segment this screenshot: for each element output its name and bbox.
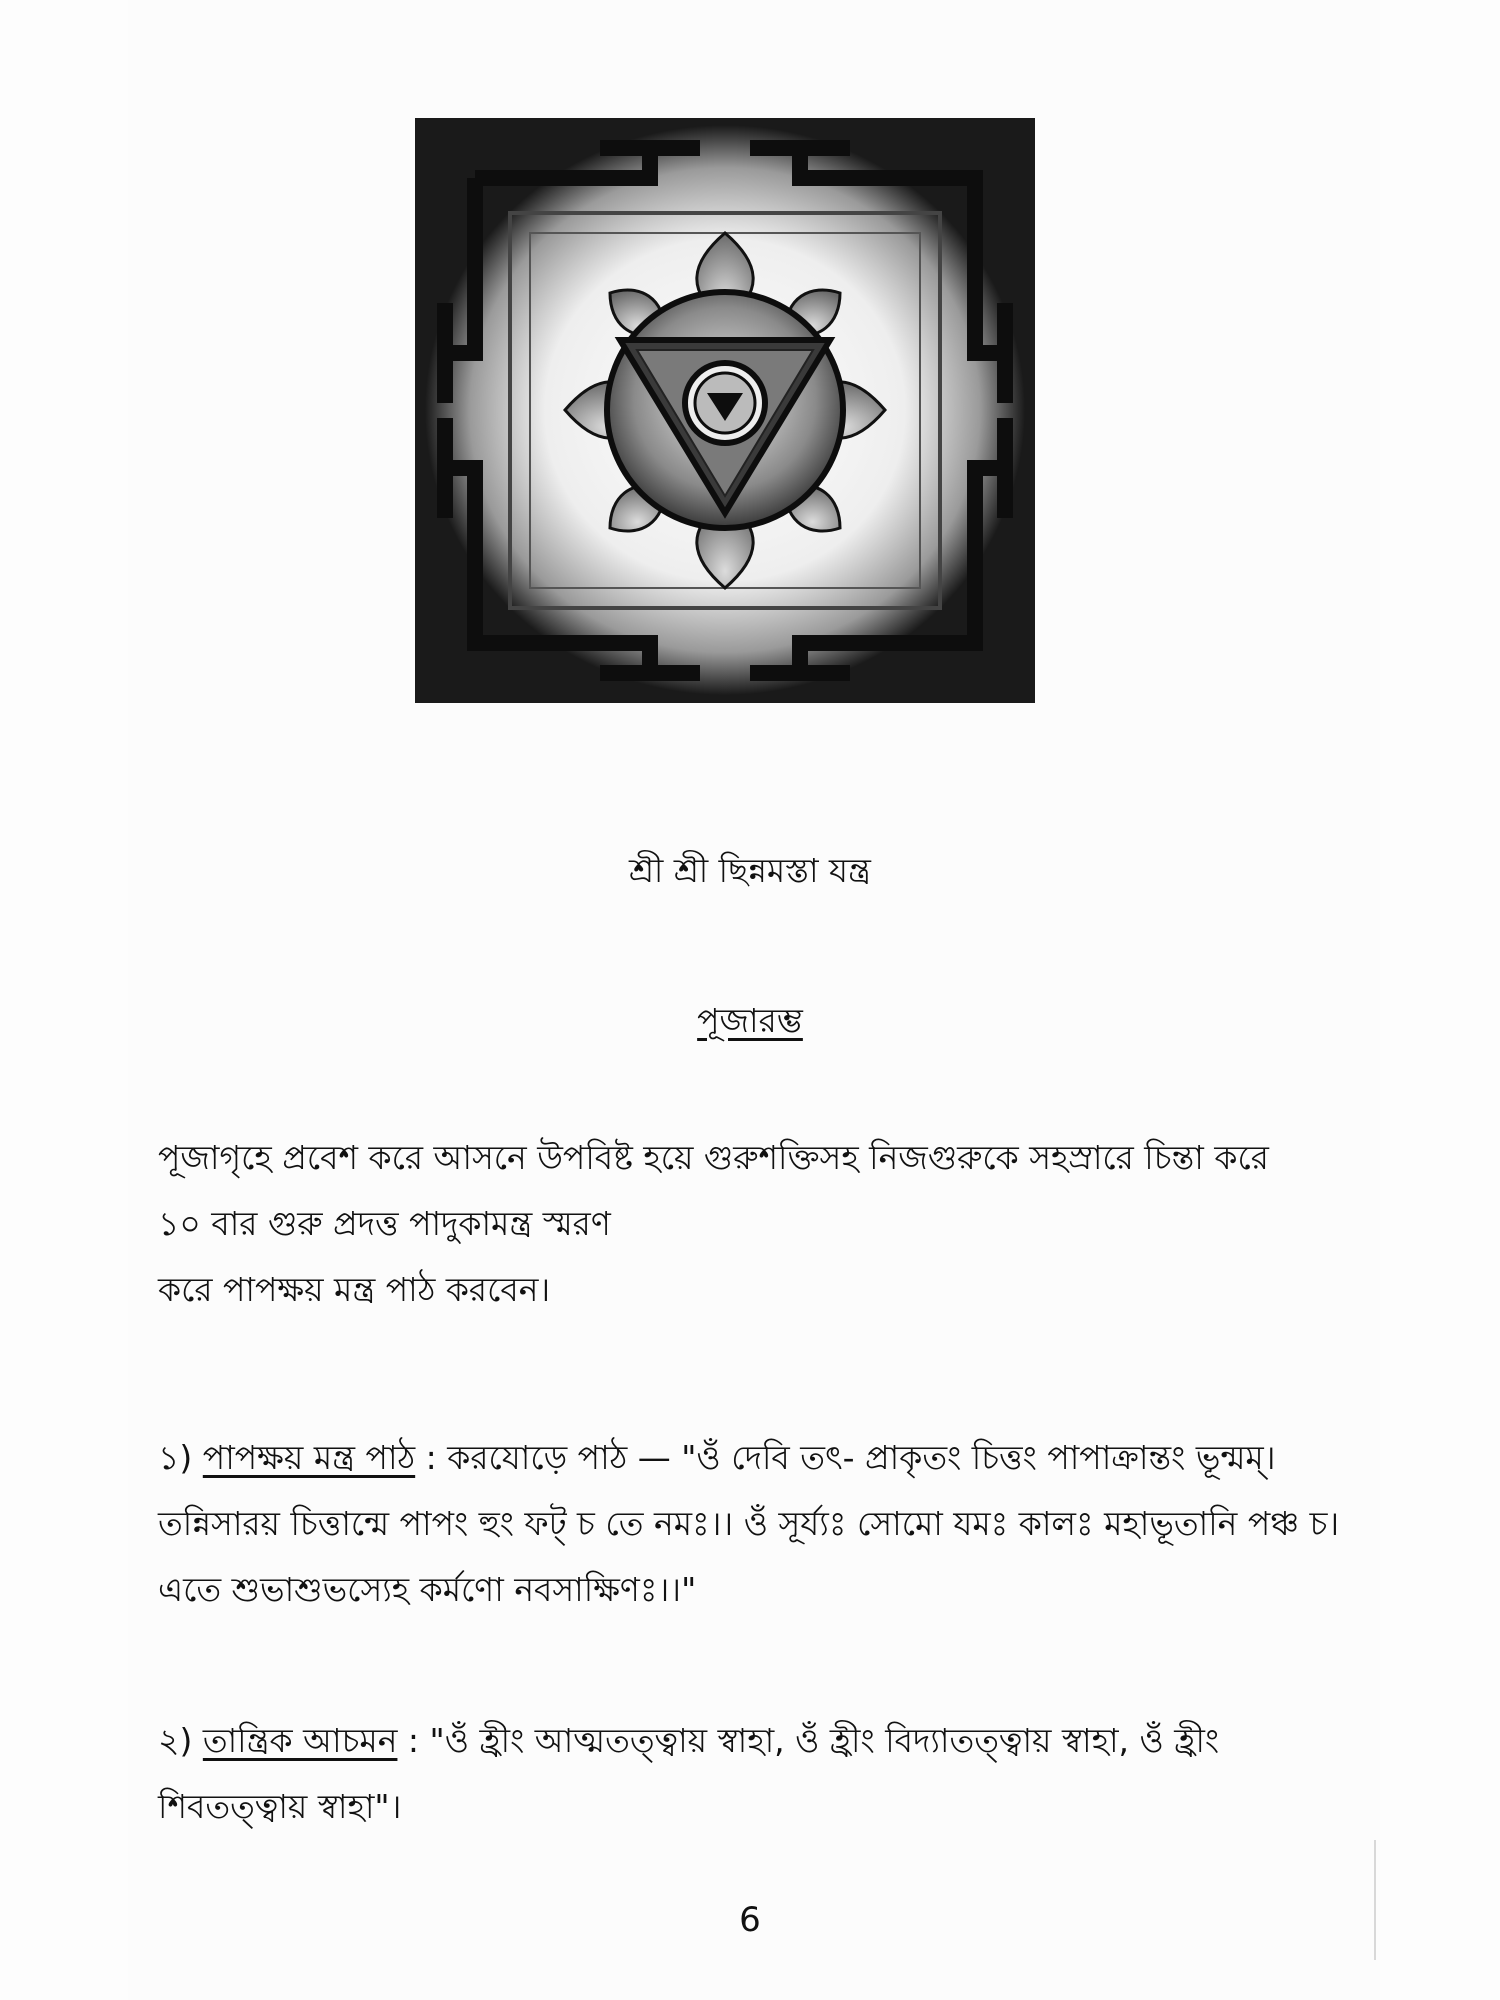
item-1-text: করযোড়ে পাঠ — "ওঁ দেবি তৎ- প্রাকৃতং চিত্তং পাপাক্রান্তং ভূন্মম্। তন্নিসারয় চিত্তান্মে পাপং হুং ফট্ চ তে নমঃ।। ওঁ সূর্য্যঃ সোমো যমঃ কালঃ মহাভূতানি পঞ্চ চ। এতে শুভাশুভস্যেহ কর্মণো নবসাক্ষিণঃ।।" [158,1438,1340,1609]
intro-line-3: করে পাপক্ষয় মন্ত্র পাঠ করবেন। [158,1270,551,1309]
item-2-text: "ওঁ হ্রীং আত্মতত্ত্বায় স্বাহা, ওঁ হ্রীং বিদ্যাতত্ত্বায় স্বাহা, ওঁ হ্রীং শিবতত্ত্বায় স্বাহা"। [158,1721,1220,1826]
intro-paragraph [158,1125,1368,1323]
section-heading [0,995,1500,1051]
section-heading-text: পূজারম্ভ [697,1001,803,1040]
list-item-2 [158,1708,1368,1840]
item-2-title: তান্ত্রিক আচমন [202,1721,398,1760]
item-1-separator: : [415,1438,448,1477]
item-2-number: ২) [158,1721,193,1760]
yantra-drawing [415,118,1035,703]
yantra-image [415,118,1035,703]
item-2-separator: : [397,1721,430,1760]
item-1-number: ১) [158,1438,193,1477]
list-item-1 [158,1425,1368,1623]
scan-edge-line [1374,1840,1376,1960]
item-1-title: পাপক্ষয় মন্ত্র পাঠ [202,1438,416,1477]
intro-line-2: ১০ বার গুরু প্রদত্ত পাদুকামন্ত্র স্মরণ [158,1204,611,1243]
intro-line-1: পূজাগৃহে প্রবেশ করে আসনে উপবিষ্ট হয়ে গুরুশক্তিসহ নিজগুরুকে সহস্রারে চিন্তা করে [158,1138,1269,1177]
page-number: 6 [739,1900,761,1940]
figure-caption: শ্রী শ্রী ছিন্নমস্তা যন্ত্র [629,851,871,890]
